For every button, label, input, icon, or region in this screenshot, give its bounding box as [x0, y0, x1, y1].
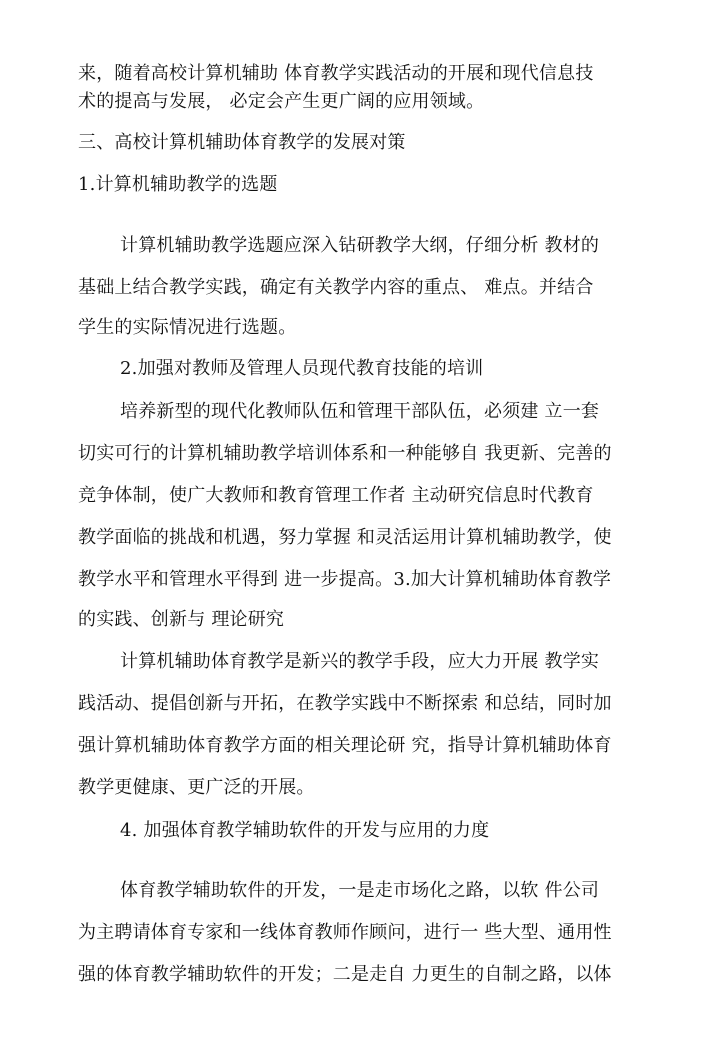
- section-heading: 三、高校计算机辅助体育教学的发展对策: [78, 132, 406, 153]
- text-line: 强的体育教学辅助软件的开发；二是走自 力更生的自制之路，以体: [78, 964, 612, 985]
- text-line: 的实践、创新与 理论研究: [78, 609, 285, 630]
- subsection-heading: 1.计算机辅助教学的选题: [78, 174, 278, 195]
- text-line: 学生的实际情况进行选题。: [78, 317, 297, 338]
- text-line: 强计算机辅助体育教学方面的相关理论研 究，指导计算机辅助体育: [78, 735, 612, 756]
- text-line: 计算机辅助教学选题应深入钻研教学大纲，仔细分析 教材的: [120, 235, 600, 256]
- text-line: 基础上结合教学实践，确定有关教学内容的重点、 难点。并结合: [78, 277, 594, 298]
- text-line: 来，随着高校计算机辅助 体育教学实践活动的开展和现代信息技: [78, 63, 594, 84]
- text-line: 术的提高与发展， 必定会产生更广阔的应用领域。: [78, 91, 485, 112]
- subsection-heading: 2.加强对教师及管理人员现代教育技能的培训: [120, 358, 484, 379]
- subsection-heading: 4. 加强体育教学辅助软件的开发与应用的力度: [120, 820, 490, 841]
- text-line: 践活动、提倡创新与开拓，在教学实践中不断探索 和总结，同时加: [78, 693, 612, 714]
- text-line: 教学更健康、更广泛的开展。: [78, 777, 315, 798]
- text-line: 切实可行的计算机辅助教学培训体系和一种能够自 我更新、完善的: [78, 443, 612, 464]
- text-line: 竞争体制，使广大教师和教育管理工作者 主动研究信息时代教育: [78, 485, 594, 506]
- text-line: 计算机辅助体育教学是新兴的教学手段，应大力开展 教学实: [120, 651, 600, 672]
- text-line: 教学水平和管理水平得到 进一步提高。3.加大计算机辅助体育教学: [78, 569, 612, 590]
- text-line: 为主聘请体育专家和一线体育教师作顾问，进行一 些大型、通用性: [78, 922, 612, 943]
- text-line: 教学面临的挑战和机遇，努力掌握 和灵活运用计算机辅助教学，使: [78, 527, 612, 548]
- text-line: 培养新型的现代化教师队伍和管理干部队伍，必须建 立一套: [120, 401, 600, 422]
- text-line: 体育教学辅助软件的开发，一是走市场化之路，以软 件公司: [120, 880, 600, 901]
